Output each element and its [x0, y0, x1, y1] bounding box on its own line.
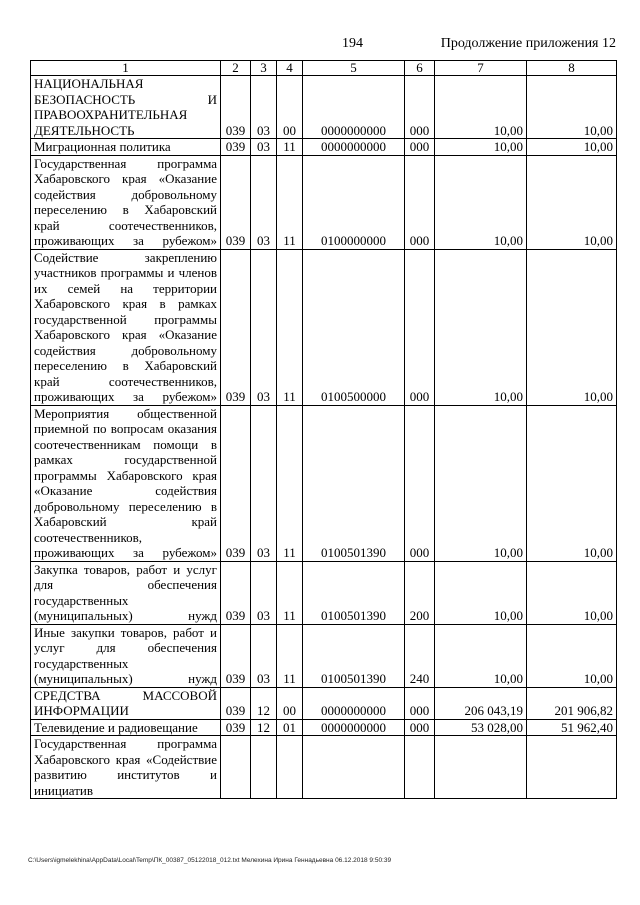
cell-amount-1: 206 043,19 — [435, 687, 527, 719]
cell-admin-code: 039 — [221, 719, 251, 736]
cell-section: 03 — [251, 139, 277, 156]
cell-amount-1: 10,00 — [435, 405, 527, 561]
cell-subsection: 00 — [277, 76, 303, 139]
column-header: 8 — [527, 61, 617, 76]
appendix-caption: Продолжение приложения 12 — [440, 36, 616, 51]
column-header: 2 — [221, 61, 251, 76]
cell-admin-code: 039 — [221, 624, 251, 687]
column-header: 4 — [277, 61, 303, 76]
page-number: 194 — [342, 36, 363, 51]
cell-subsection: 11 — [277, 155, 303, 249]
cell-amount-1: 10,00 — [435, 76, 527, 139]
cell-section: 03 — [251, 561, 277, 624]
column-header: 3 — [251, 61, 277, 76]
cell-target-code: 0100501390 — [303, 405, 405, 561]
cell-subsection: 11 — [277, 405, 303, 561]
cell-target-code: 0000000000 — [303, 687, 405, 719]
cell-expense-type — [405, 736, 435, 799]
cell-expense-type: 000 — [405, 719, 435, 736]
cell-target-code: 0000000000 — [303, 139, 405, 156]
cell-expense-type: 000 — [405, 139, 435, 156]
cell-expense-type: 000 — [405, 76, 435, 139]
cell-subsection: 11 — [277, 561, 303, 624]
table-row — [31, 624, 617, 687]
cell-admin-code: 039 — [221, 561, 251, 624]
table-row — [31, 76, 617, 139]
cell-subsection: 11 — [277, 139, 303, 156]
cell-section: 03 — [251, 249, 277, 405]
row-name: Иные закупки товаров, работ и услуг для обеспечения государственных (муниципальных) нужд — [31, 624, 221, 687]
cell-amount-1: 10,00 — [435, 624, 527, 687]
cell-section: 03 — [251, 76, 277, 139]
cell-admin-code: 039 — [221, 687, 251, 719]
cell-expense-type: 200 — [405, 561, 435, 624]
cell-target-code: 0100501390 — [303, 624, 405, 687]
cell-admin-code: 039 — [221, 139, 251, 156]
cell-expense-type: 000 — [405, 405, 435, 561]
cell-amount-1: 10,00 — [435, 155, 527, 249]
cell-admin-code: 039 — [221, 155, 251, 249]
cell-subsection: 00 — [277, 687, 303, 719]
row-name: НАЦИОНАЛЬНАЯ БЕЗОПАСНОСТЬ И ПРАВООХРАНИТЕЛЬНАЯ ДЕЯТЕЛЬНОСТЬ — [31, 76, 221, 139]
table-row — [31, 139, 617, 156]
cell-subsection: 11 — [277, 624, 303, 687]
cell-admin-code: 039 — [221, 249, 251, 405]
cell-subsection: 01 — [277, 719, 303, 736]
cell-target-code: 0000000000 — [303, 76, 405, 139]
table-row — [31, 561, 617, 624]
cell-amount-2: 10,00 — [527, 249, 617, 405]
cell-amount-1: 10,00 — [435, 561, 527, 624]
row-name: Государственная программа Хабаровского края «Содействие развитию институтов и инициатив — [31, 736, 221, 799]
table-row — [31, 719, 617, 736]
file-path-footer: C:\Users\igmelekhina\AppData\Local\Temp\ПК_00387_05122018_012.txt Мелехина Ирина Геннадьевна 06.12.2018 9:50:39 — [28, 857, 392, 864]
row-name: СРЕДСТВА МАССОВОЙ ИНФОРМАЦИИ — [31, 687, 221, 719]
budget-table — [30, 60, 617, 799]
cell-section: 12 — [251, 687, 277, 719]
cell-admin-code — [221, 736, 251, 799]
header-row — [31, 61, 617, 76]
row-name: Закупка товаров, работ и услуг для обеспечения государственных (муниципальных) нужд — [31, 561, 221, 624]
row-name: Телевидение и радиовещание — [31, 719, 221, 736]
cell-amount-2: 10,00 — [527, 139, 617, 156]
cell-expense-type: 000 — [405, 687, 435, 719]
cell-target-code — [303, 736, 405, 799]
column-header: 5 — [303, 61, 405, 76]
cell-amount-2: 10,00 — [527, 155, 617, 249]
cell-section: 12 — [251, 719, 277, 736]
cell-target-code: 0000000000 — [303, 719, 405, 736]
cell-subsection — [277, 736, 303, 799]
cell-amount-2: 10,00 — [527, 624, 617, 687]
cell-expense-type: 240 — [405, 624, 435, 687]
cell-target-code: 0100000000 — [303, 155, 405, 249]
cell-amount-2: 10,00 — [527, 76, 617, 139]
cell-target-code: 0100500000 — [303, 249, 405, 405]
cell-admin-code: 039 — [221, 405, 251, 561]
cell-amount-1: 10,00 — [435, 249, 527, 405]
cell-amount-2: 10,00 — [527, 405, 617, 561]
cell-amount-2: 51 962,40 — [527, 719, 617, 736]
cell-amount-1 — [435, 736, 527, 799]
column-header: 7 — [435, 61, 527, 76]
cell-section: 03 — [251, 155, 277, 249]
row-name: Мероприятия общественной приемной по вопросам оказания соотечественникам помощи в рамках государственной программы Хабаровского края «Оказание содействия добровольному переселению в Хабаровский край соотечественников, проживающих за рубежом» — [31, 405, 221, 561]
cell-amount-1: 53 028,00 — [435, 719, 527, 736]
table-row — [31, 405, 617, 561]
column-header: 6 — [405, 61, 435, 76]
table-row — [31, 687, 617, 719]
cell-amount-2 — [527, 736, 617, 799]
table-row — [31, 736, 617, 799]
cell-target-code: 0100501390 — [303, 561, 405, 624]
cell-expense-type: 000 — [405, 155, 435, 249]
cell-section — [251, 736, 277, 799]
cell-amount-2: 10,00 — [527, 561, 617, 624]
cell-admin-code: 039 — [221, 76, 251, 139]
row-name: Государственная программа Хабаровского края «Оказание содействия добровольному переселению в Хабаровский край соотечественников, проживающих за рубежом» — [31, 155, 221, 249]
row-name: Миграционная политика — [31, 139, 221, 156]
cell-section: 03 — [251, 405, 277, 561]
table-row — [31, 155, 617, 249]
cell-amount-2: 201 906,82 — [527, 687, 617, 719]
table-row — [31, 249, 617, 405]
row-name: Содействие закреплению участников программы и членов их семей на территории Хабаровского края в рамках государственной программы Хабаровского края «Оказание содействия добровольному переселению в Хабаровский край соотечественников, проживающих за рубежом» — [31, 249, 221, 405]
cell-expense-type: 000 — [405, 249, 435, 405]
cell-section: 03 — [251, 624, 277, 687]
cell-amount-1: 10,00 — [435, 139, 527, 156]
column-header: 1 — [31, 61, 221, 76]
cell-subsection: 11 — [277, 249, 303, 405]
